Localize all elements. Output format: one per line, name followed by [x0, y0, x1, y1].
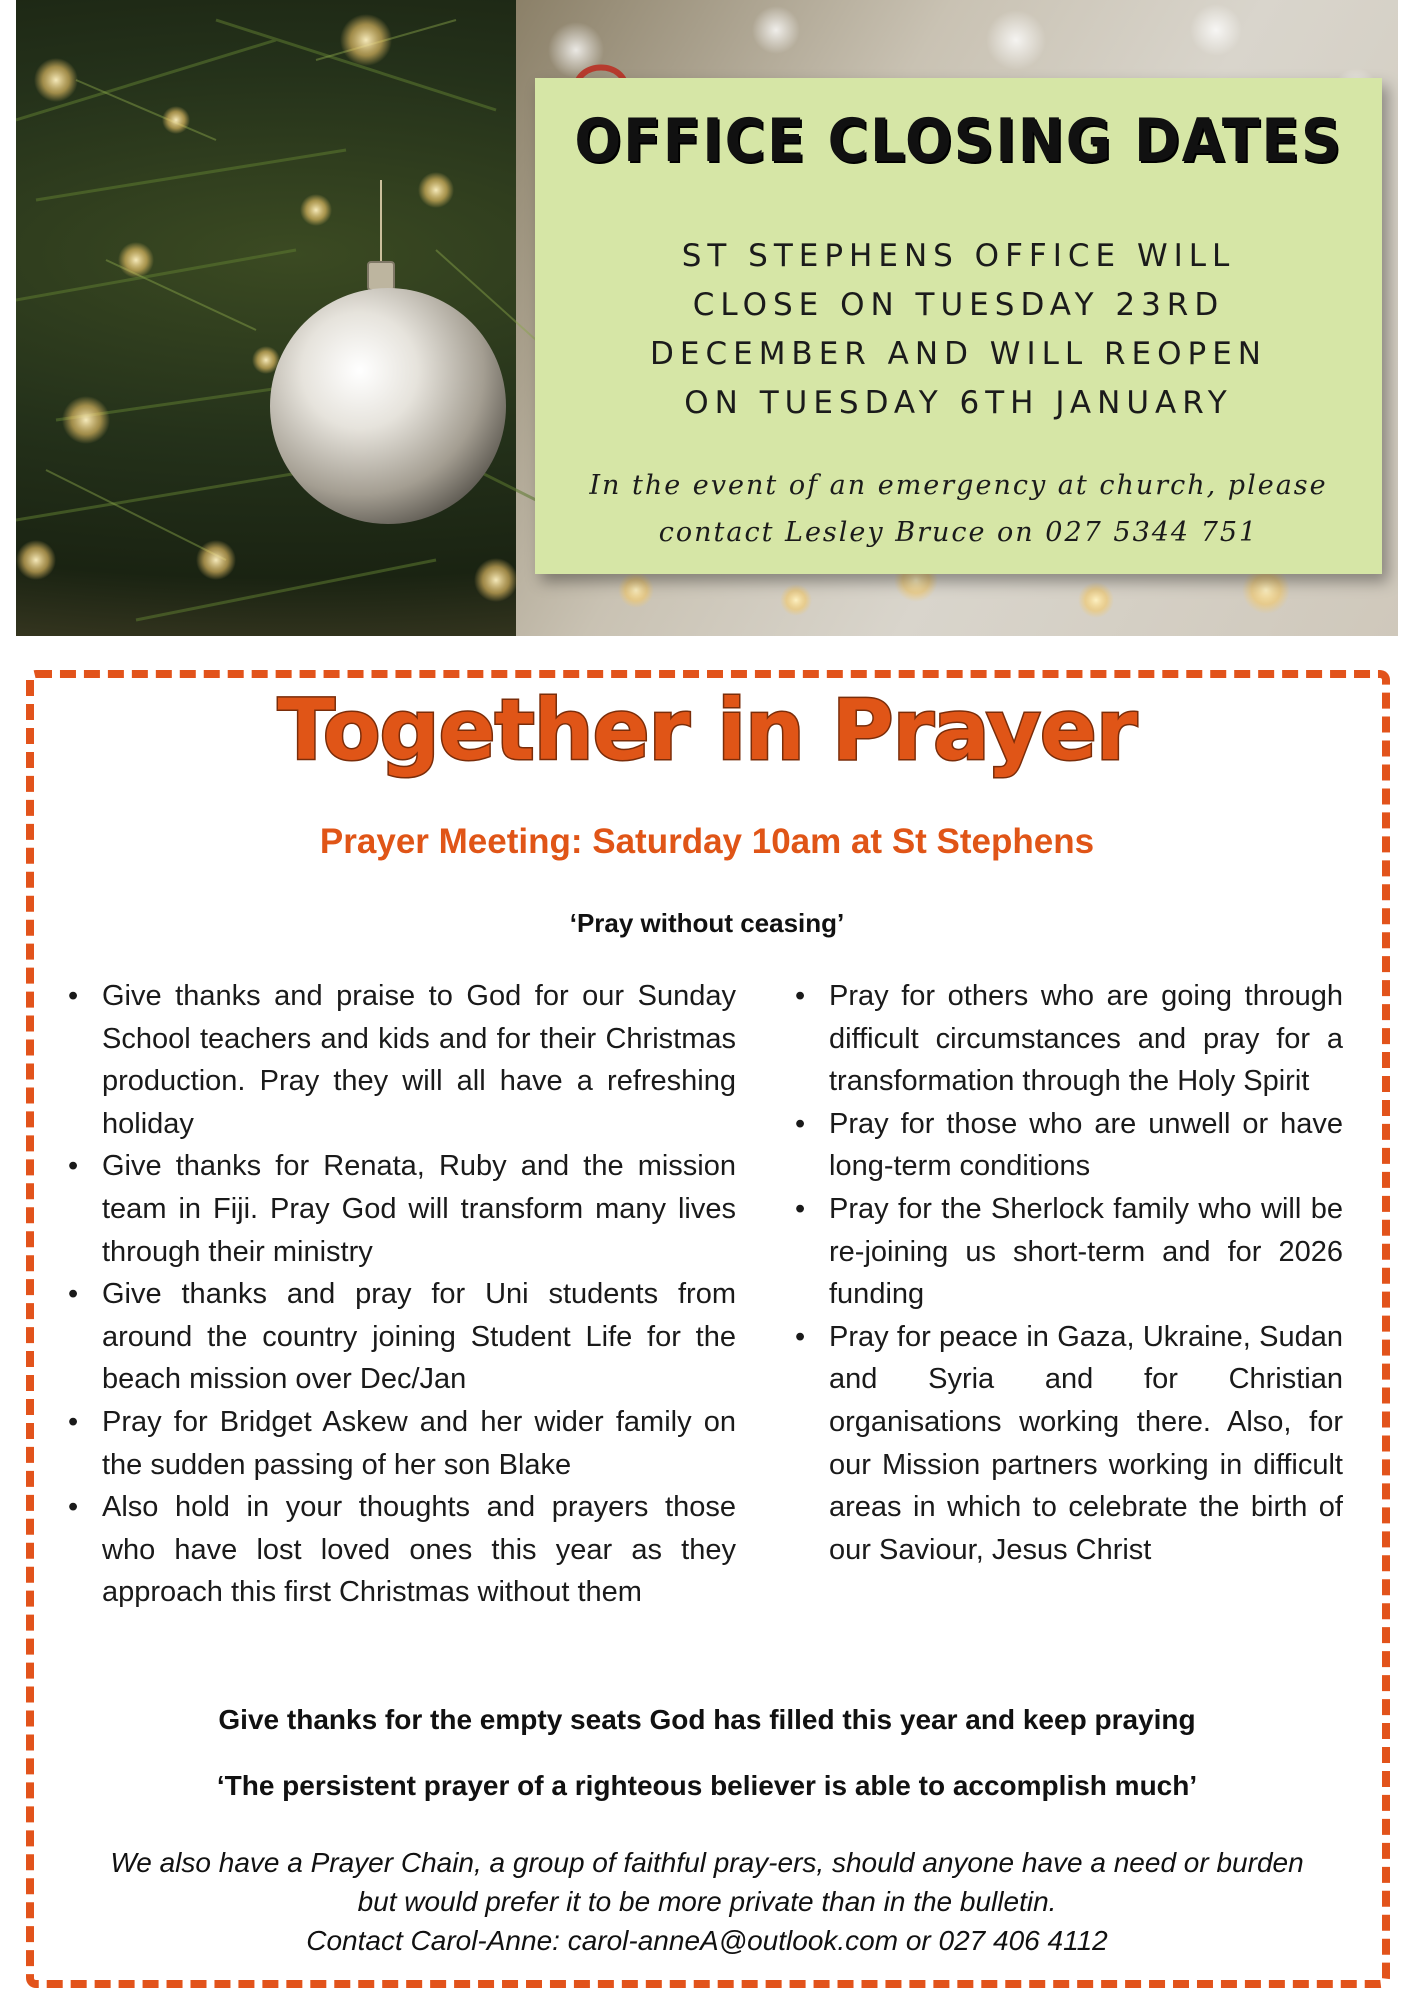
bullet-icon: • — [68, 1491, 79, 1524]
prayer-item: • Pray for the Sherlock family who will be re-joining us short-term and for 2026 funding — [795, 1188, 1343, 1316]
prayer-list-right — [795, 975, 1343, 1571]
office-closing-note — [535, 78, 1382, 574]
emergency-line: In the event of an emergency at church, please — [589, 470, 1328, 501]
prayer-title: Together in Prayer — [277, 681, 1137, 779]
prayer-item: • Give thanks and praise to God for our Sunday School teachers and kids and for their Christmas production. Pray they will all have a refreshing holiday — [68, 975, 736, 1145]
closing-quote: ‘The persistent prayer of a righteous believer is able to accomplish much’ — [216, 1770, 1198, 1801]
bullet-icon: • — [795, 980, 806, 1012]
prayer-item: • Pray for peace in Gaza, Ukraine, Sudan and Syria and for Christian organisations working there. Also, for our Mission partners working in difficult areas in which to celebrate the birth of our Saviour, Jesus Christ — [795, 1316, 1343, 1572]
prayer-chain-line: but would prefer it to be more private than in the bulletin. — [357, 1886, 1057, 1917]
prayer-item: • Pray for those who are unwell or have long-term conditions — [795, 1103, 1343, 1188]
emergency-line: contact Lesley Bruce on 027 5344 751 — [658, 517, 1259, 548]
thanks-line: Give thanks for the empty seats God has filled this year and keep praying — [218, 1704, 1196, 1735]
office-closing-line: DECEMBER AND WILL REOPEN — [650, 336, 1267, 372]
prayer-chain-line: We also have a Prayer Chain, a group of faithful pray-ers, should anyone have a need or burden — [110, 1847, 1304, 1878]
bullet-icon: • — [68, 1405, 79, 1438]
prayer-item: • Also hold in your thoughts and prayers those who have lost loved ones this year as they approach this first Christmas without them — [68, 1486, 736, 1614]
office-closing-title: OFFICE CLOSING DATES — [574, 106, 1343, 176]
prayer-item: • Pray for Bridget Askew and her wider family on the sudden passing of her son Blake — [68, 1401, 736, 1486]
bullet-icon: • — [68, 980, 79, 1012]
bullet-icon: • — [795, 1192, 806, 1225]
scripture-quote: ‘Pray without ceasing’ — [569, 908, 845, 938]
prayer-chain-info — [40, 1843, 1374, 1960]
bullet-icon: • — [68, 1278, 79, 1311]
office-closing-line: ON TUESDAY 6TH JANUARY — [684, 385, 1233, 421]
prayer-list-left — [68, 975, 736, 1614]
prayer-item: • Pray for others who are going through difficult circumstances and pray for a transformation through the Holy Spirit — [795, 975, 1343, 1103]
prayer-item: • Give thanks and pray for Uni students from around the country joining Student Life for the beach mission over Dec/Jan — [68, 1273, 736, 1401]
office-closing-line: ST STEPHENS OFFICE WILL — [681, 238, 1236, 274]
bullet-icon: • — [68, 1150, 79, 1183]
bullet-icon: • — [795, 1320, 806, 1353]
bullet-icon: • — [795, 1107, 806, 1140]
prayer-item: • Give thanks for Renata, Ruby and the mission team in Fiji. Pray God will transform many lives through their ministry — [68, 1145, 736, 1273]
prayer-chain-contact: Contact Carol-Anne: carol-anneA@outlook.com or 027 406 4112 — [306, 1925, 1108, 1956]
office-closing-line: CLOSE ON TUESDAY 23RD — [692, 287, 1225, 323]
emergency-contact — [535, 462, 1382, 556]
prayer-meeting-info: Prayer Meeting: Saturday 10am at St Stephens — [319, 822, 1095, 861]
office-closing-body — [535, 232, 1382, 428]
christmas-banner — [16, 0, 1398, 636]
